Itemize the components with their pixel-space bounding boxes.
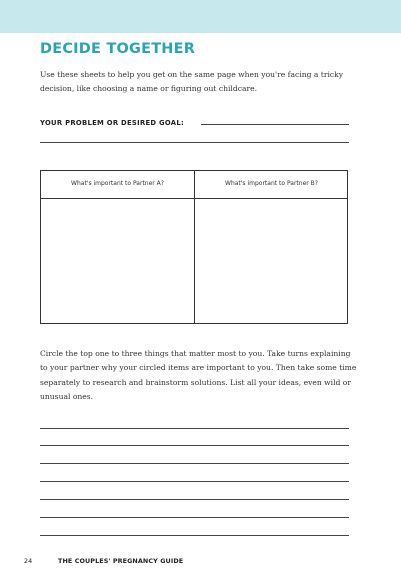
page-number: 24 <box>24 557 33 565</box>
goal-write-line[interactable] <box>201 124 349 125</box>
ideas-write-line[interactable] <box>40 428 349 429</box>
page-title: DECIDE TOGETHER <box>40 41 196 57</box>
column-header-partner-a: What's important to Partner A? <box>71 180 164 187</box>
ideas-write-line[interactable] <box>40 445 349 446</box>
partner-a-writing-area[interactable] <box>41 199 194 324</box>
partner-priorities-table <box>40 170 348 324</box>
goal-label: YOUR PROBLEM OR DESIRED GOAL: <box>40 119 185 127</box>
intro-text: Use these sheets to help you get on the same page when you're facing a tricky decision, like choosing a name or figuring out childcare. <box>40 70 344 93</box>
ideas-write-line[interactable] <box>40 535 349 536</box>
ideas-write-line[interactable] <box>40 499 349 500</box>
goal-write-line[interactable] <box>40 142 349 143</box>
partner-b-writing-area[interactable] <box>195 199 348 324</box>
instructions-text: Circle the top one to three things that matter most to you. Take turns explaining to your partner why your circled items are important to you. Then take some time separately to research and brainstorm solutions. List all your ideas, even wild or unusual ones. <box>40 349 357 401</box>
ideas-write-line[interactable] <box>40 481 349 482</box>
guide-title: THE COUPLES' PREGNANCY GUIDE <box>58 557 184 565</box>
ideas-write-line[interactable] <box>40 517 349 518</box>
top-color-band <box>0 0 401 33</box>
column-header-partner-b: What's important to Partner B? <box>225 180 318 187</box>
ideas-write-line[interactable] <box>40 463 349 464</box>
